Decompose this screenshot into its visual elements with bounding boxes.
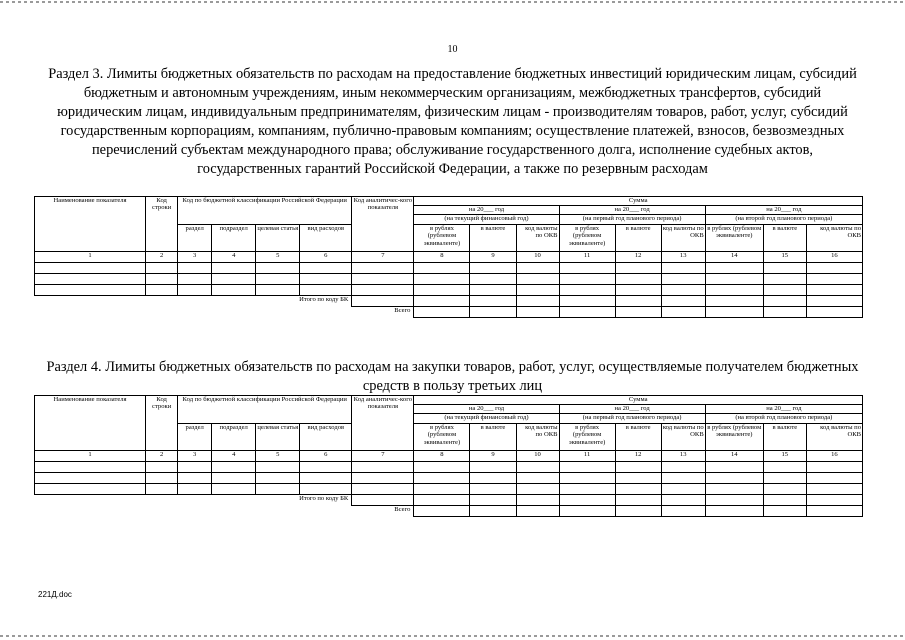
total-all-label: Всего	[35, 506, 414, 517]
section-4-table	[34, 395, 863, 517]
column-number: 3	[178, 451, 212, 462]
header-analytic-code: Код аналитичес-кого показателя	[352, 396, 414, 451]
header-rub: в рублях (рублевом эквиваленте)	[559, 424, 615, 451]
table-row	[35, 462, 863, 473]
section-3-title: Раздел 3. Лимиты бюджетных обязательств по расходам на предоставление бюджетных инвестиций юридическим лицам, субсидий бюджетным и автономным учреждениям, иным некоммерческим организациям, межбюджетных трансфертов, субсидий юридическим лицам, индивидуальным предпринимателям, физическим лицам - производителям товаров, работ, услуг, субсидий государственным корпорациям, компаниям, публично-правовым компаниям; осуществление платежей, взносов, безвозмездных перечислений субъектам международного права; обслуживание государственного долга, исполнение судебных актов, государственных гарантий Российской Федерации, а также по резервным расходам	[48, 66, 857, 177]
column-number: 10	[516, 451, 559, 462]
column-number: 14	[705, 451, 763, 462]
header-bk-code: Код по бюджетной классификации Российской Федерации	[178, 396, 352, 424]
column-number: 15	[763, 252, 806, 263]
column-number: 6	[300, 451, 352, 462]
header-target: целевая статья	[256, 424, 300, 451]
column-number: 7	[352, 451, 414, 462]
column-number: 7	[352, 252, 414, 263]
footer-filename: 221Д.doc	[38, 590, 72, 599]
header-okv: код валюты по ОКВ	[806, 424, 862, 451]
header-currency: в валюте	[470, 225, 516, 252]
header-year-current-note: (на текущий финансовый год)	[414, 215, 559, 225]
header-razdel: раздел	[178, 424, 212, 451]
header-rub: в рублях (рублевом эквиваленте)	[414, 225, 470, 252]
header-target: целевая статья	[256, 225, 300, 252]
table-row	[35, 473, 863, 484]
column-number: 12	[615, 451, 661, 462]
scan-edge-bottom	[0, 635, 905, 637]
header-okv: код валюты по ОКВ	[661, 424, 705, 451]
table-row	[35, 484, 863, 495]
header-year-second-note: (на второй год планового периода)	[705, 215, 862, 225]
header-year-second-note: (на второй год планового периода)	[705, 414, 862, 424]
header-year-current: на 20___ год	[414, 405, 559, 414]
column-number: 4	[212, 252, 256, 263]
header-okv: код валюты по ОКВ	[516, 424, 559, 451]
column-number: 2	[146, 252, 178, 263]
scan-edge-top	[0, 1, 905, 3]
column-number: 4	[212, 451, 256, 462]
column-number: 5	[256, 451, 300, 462]
header-year-current: на 20___ год	[414, 206, 559, 215]
section-3-table	[34, 196, 863, 318]
total-bk-row	[35, 495, 863, 506]
header-year-second: на 20___ год	[705, 405, 862, 414]
column-number: 16	[806, 252, 862, 263]
header-rub: в рублях (рублевом эквиваленте)	[705, 424, 763, 451]
table-row	[35, 285, 863, 296]
header-year-first-note: (на первый год планового периода)	[559, 215, 705, 225]
total-all-row	[35, 307, 863, 318]
header-sum: Сумма	[414, 197, 863, 206]
column-number: 9	[470, 451, 516, 462]
header-year-first: на 20___ год	[559, 405, 705, 414]
column-number: 8	[414, 451, 470, 462]
header-currency: в валюте	[763, 225, 806, 252]
column-number: 13	[661, 252, 705, 263]
column-number: 16	[806, 451, 862, 462]
page-number: 10	[447, 44, 458, 55]
header-rub: в рублях (рублевом эквиваленте)	[559, 225, 615, 252]
header-okv: код валюты по ОКВ	[661, 225, 705, 252]
header-year-current-note: (на текущий финансовый год)	[414, 414, 559, 424]
column-number: 1	[35, 451, 146, 462]
total-all-row	[35, 506, 863, 517]
total-all-label: Всего	[35, 307, 414, 318]
header-kind: вид расходов	[300, 225, 352, 252]
header-currency: в валюте	[615, 424, 661, 451]
header-podrazdel: подраздел	[212, 225, 256, 252]
header-rub: в рублях (рублевом эквиваленте)	[414, 424, 470, 451]
column-number: 9	[470, 252, 516, 263]
table-row	[35, 274, 863, 285]
total-bk-label: Итого по коду БК	[35, 296, 352, 307]
table-row	[35, 263, 863, 274]
header-analytic-code: Код аналитичес-кого показателя	[352, 197, 414, 252]
header-rub: в рублях (рублевом эквиваленте)	[705, 225, 763, 252]
column-number-row	[35, 451, 863, 462]
column-number: 11	[559, 252, 615, 263]
column-number: 11	[559, 451, 615, 462]
header-currency: в валюте	[763, 424, 806, 451]
header-name: Наименование показателя	[35, 396, 146, 451]
column-number: 3	[178, 252, 212, 263]
header-kind: вид расходов	[300, 424, 352, 451]
header-bk-code: Код по бюджетной классификации Российской Федерации	[178, 197, 352, 225]
column-number: 1	[35, 252, 146, 263]
column-number: 10	[516, 252, 559, 263]
header-year-first: на 20___ год	[559, 206, 705, 215]
column-number: 14	[705, 252, 763, 263]
header-currency: в валюте	[470, 424, 516, 451]
header-year-second: на 20___ год	[705, 206, 862, 215]
section-4-title: Раздел 4. Лимиты бюджетных обязательств по расходам на закупки товаров, работ, услуг, осуществляемые получателем бюджетных средств в пользу третьих лиц	[46, 359, 859, 394]
column-number: 5	[256, 252, 300, 263]
header-line-code: Код строки	[146, 396, 178, 451]
header-razdel: раздел	[178, 225, 212, 252]
column-number: 15	[763, 451, 806, 462]
column-number-row	[35, 252, 863, 263]
total-bk-row	[35, 296, 863, 307]
total-bk-label: Итого по коду БК	[35, 495, 352, 506]
column-number: 13	[661, 451, 705, 462]
header-sum: Сумма	[414, 396, 863, 405]
header-currency: в валюте	[615, 225, 661, 252]
header-okv: код валюты по ОКВ	[806, 225, 862, 252]
column-number: 6	[300, 252, 352, 263]
header-podrazdel: подраздел	[212, 424, 256, 451]
column-number: 12	[615, 252, 661, 263]
header-name: Наименование показателя	[35, 197, 146, 252]
header-line-code: Код строки	[146, 197, 178, 252]
column-number: 8	[414, 252, 470, 263]
header-year-first-note: (на первый год планового периода)	[559, 414, 705, 424]
column-number: 2	[146, 451, 178, 462]
header-okv: код валюты по ОКВ	[516, 225, 559, 252]
